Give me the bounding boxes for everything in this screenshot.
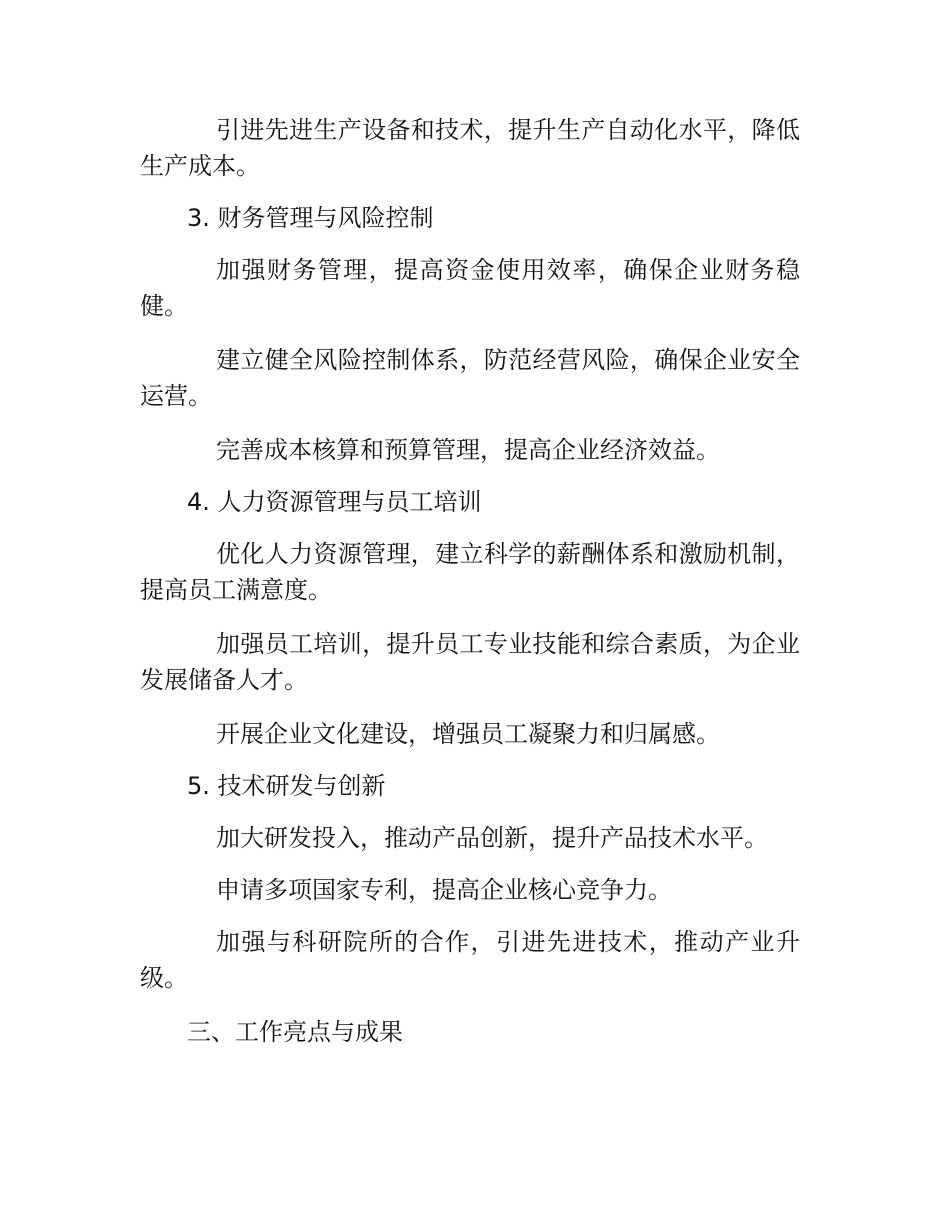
paragraph-risk-control: 建立健全风险控制体系，防范经营风险，确保企业安全运营。 [140,346,800,410]
paragraph-corporate-culture: 开展企业文化建设，增强员工凝聚力和归属感。 [216,720,720,748]
paragraph-finance-management: 加强财务管理，提高资金使用效率，确保企业财务稳健。 [140,256,800,320]
paragraph-hr-optimization: 优化人力资源管理，建立科学的薪酬体系和激励机制，提高员工满意度。 [140,540,800,604]
paragraph-research-cooperation: 加强与科研院所的合作，引进先进技术，推动产业升级。 [140,928,800,992]
section-heading-highlights: 三、工作亮点与成果 [187,1018,403,1046]
paragraph-patents: 申请多项国家专利，提高企业核心竞争力。 [216,876,672,904]
paragraph-staff-training: 加强员工培训，提升员工专业技能和综合素质，为企业发展储备人才。 [140,630,800,694]
paragraph-rnd-investment: 加大研发投入，推动产品创新，提升产品技术水平。 [216,824,768,852]
paragraph-equipment-upgrade: 引进先进生产设备和技术，提升生产自动化水平，降低生产成本。 [140,116,800,180]
section-heading-finance: 3. 财务管理与风险控制 [187,204,434,232]
paragraph-cost-budget: 完善成本核算和预算管理，提高企业经济效益。 [216,436,720,464]
section-heading-hr: 4. 人力资源管理与员工培训 [187,488,482,516]
document-page [140,112,800,1050]
section-heading-rnd: 5. 技术研发与创新 [187,772,386,800]
